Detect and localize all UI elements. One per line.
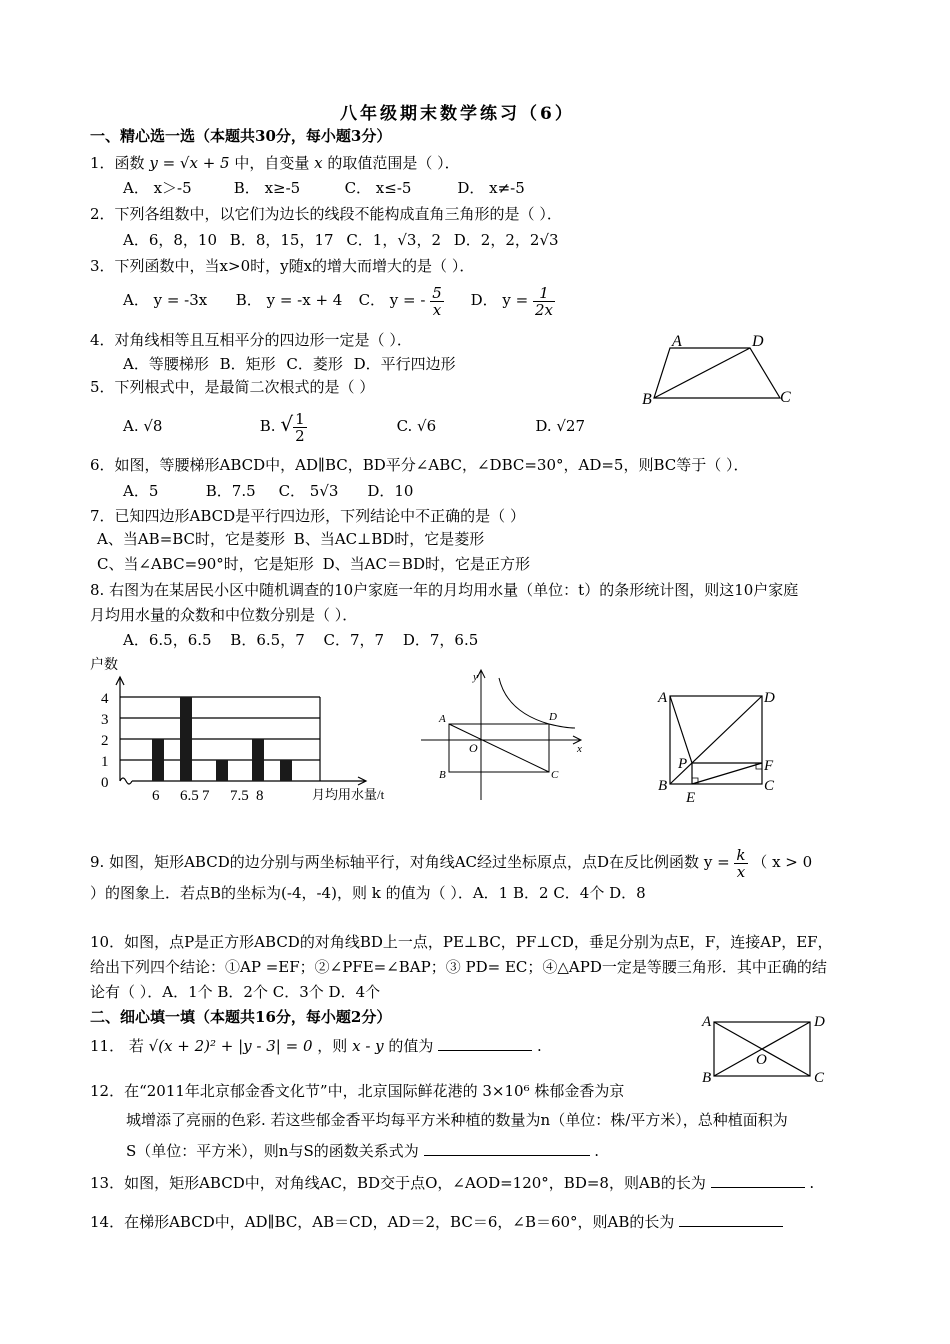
q5-option-a[interactable]: A. √8 xyxy=(123,417,163,435)
coord-label-d: D xyxy=(549,711,557,723)
q5-option-c[interactable]: C. √6 xyxy=(396,417,437,435)
q1-function: y = √x + 5 xyxy=(149,154,230,172)
q2-option-d[interactable]: D．2，2，2√3 xyxy=(453,231,559,249)
q1-stem-a: 1．函数 xyxy=(90,154,145,172)
q7-options-row-2[interactable]: C、当∠ABC=90°时，它是矩形 D、当AC＝BD时，它是正方形 xyxy=(97,555,530,573)
question-11 xyxy=(90,1036,542,1056)
q2-option-b[interactable]: B．8，15，17 xyxy=(229,231,334,249)
sq-label-e: E xyxy=(686,790,696,806)
q7-options-row-1[interactable]: A、当AB=BC时，它是菱形 B、当AC⊥BD时，它是菱形 xyxy=(97,530,485,548)
segment-ef xyxy=(692,763,762,784)
q1-option-a[interactable]: A． x＞-5 xyxy=(123,179,192,197)
chart-x-ticks xyxy=(152,788,264,804)
chart-xlabel: 月均用水量/t xyxy=(312,787,385,802)
q1-options xyxy=(123,178,525,198)
question-8-line-1: 8. 右图为在某居民小区中随机调查的10户家庭一年的月均用水量（单位：t）的条形统计图，则这10户家庭 xyxy=(90,581,799,599)
q12-stem-b: 株郁金香为京 xyxy=(534,1082,625,1100)
q9-stem: 9. 如图，矩形ABCD的边分别与两坐标轴平行，对角线AC经过坐标原点，点D在反比例函数 y = xyxy=(90,853,730,871)
sq-label-a: A xyxy=(658,690,668,706)
q6-option-b[interactable]: B．7.5 xyxy=(205,482,256,500)
coord-label-a: A xyxy=(439,713,446,725)
q5-options xyxy=(123,404,585,446)
q3-option-c-fraction xyxy=(430,285,444,318)
q3-c-den: x xyxy=(432,300,442,319)
x-tick-label: 7.5 xyxy=(230,788,249,804)
section-1-heading: 一、精心选一选（本题共30分，每小题3分） xyxy=(90,127,392,145)
x-tick-label: 7 xyxy=(202,788,210,804)
water-usage-bar-chart xyxy=(88,655,408,810)
question-4: 4．对角线相等且互相平分的四边形一定是（ ）． xyxy=(90,331,412,349)
rect-label-b: B xyxy=(702,1070,712,1086)
question-5: 5．下列根式中，是最简二次根式的是（ ） xyxy=(90,378,375,396)
q12-end: . xyxy=(594,1142,600,1160)
q6-options xyxy=(123,481,413,501)
question-7: 7．已知四边形ABCD是平行四边形，下列结论中不正确的是（ ） xyxy=(90,507,525,525)
y-tick-label: 4 xyxy=(101,691,109,707)
coord-label-b: B xyxy=(439,769,446,781)
question-14 xyxy=(90,1212,783,1232)
q13-answer-blank[interactable] xyxy=(711,1173,805,1188)
q6-option-a[interactable]: A．5 xyxy=(123,482,159,500)
q5-option-b[interactable] xyxy=(260,404,392,446)
q12-stem-c: S（单位：平方米），则n与S的函数关系式为 xyxy=(126,1142,419,1160)
q11-stem-b: ，则 xyxy=(317,1037,348,1055)
x-tick-label: 8 xyxy=(256,788,264,804)
q9-num: k xyxy=(736,845,746,864)
q3-option-a[interactable]: A． y = -3x xyxy=(123,291,208,309)
q14-stem: 14．在梯形ABCD中，AD∥BC，AB＝CD，AD＝2，BC＝6，∠B＝60°，则AB的长为 xyxy=(90,1213,675,1231)
sq-label-b: B xyxy=(658,778,668,794)
rect-label-d: D xyxy=(814,1014,825,1030)
q11-expression: √(x + 2)² + |y - 3| = 0 xyxy=(148,1037,313,1055)
y-tick-label: 1 xyxy=(101,754,109,770)
question-6: 6．如图，等腰梯形ABCD中，AD∥BC，BD平分∠ABC，∠DBC=30°，AD=5，则BC等于（ ）． xyxy=(90,456,749,474)
question-12-line-1 xyxy=(90,1081,624,1101)
q3-option-b[interactable]: B． y = -x + 4 xyxy=(235,291,343,309)
trapezoid-outline xyxy=(654,348,780,398)
q13-stem: 13．如图，矩形ABCD中，对角线AC，BD交于点O，∠AOD=120°，BD=8，则AB的长为 xyxy=(90,1174,706,1192)
sq-label-c: C xyxy=(764,778,775,794)
sq-label-d: D xyxy=(764,690,775,706)
question-1 xyxy=(90,153,460,173)
q1-stem-c: 的取值范围是（ ）． xyxy=(327,154,460,172)
rectangle-figure xyxy=(696,1010,836,1088)
q11-answer-blank[interactable] xyxy=(438,1036,532,1051)
q11-stem-d: 的值为 xyxy=(388,1037,434,1055)
q3-option-c-label: C． y = - xyxy=(358,291,426,309)
chart-y-ticks xyxy=(101,691,109,791)
trap-label-c: C xyxy=(780,389,791,406)
question-10-line-2: 给出下列四个结论：①AP =EF；②∠PFE=∠BAP；③ PD= EC；④△APD一定是等腰三角形．其中正确的结 xyxy=(90,958,827,976)
q12-stem-a: 12．在“2011年北京郁金香文化节”中，北京国际鲜花港的 xyxy=(90,1082,478,1100)
trapezoid-diagonal-bd xyxy=(654,348,750,398)
coord-label-c: C xyxy=(551,769,559,781)
q5-option-d[interactable]: D. √27 xyxy=(535,417,586,435)
q2-option-c[interactable]: C．1，√3，2 xyxy=(346,231,441,249)
question-8-line-2: 月均用水量的众数和中位数分别是（ ）． xyxy=(90,606,358,624)
question-9-line-1 xyxy=(90,845,812,880)
q5-option-b-label: B. xyxy=(259,417,276,435)
q14-answer-blank[interactable] xyxy=(679,1212,783,1227)
y-tick-label: 3 xyxy=(101,712,109,728)
q3-options xyxy=(123,283,555,318)
question-10-line-1: 10．如图，点P是正方形ABCD的对角线BD上一点，PE⊥BC，PF⊥CD，垂足分别为点E，F，连接AP，EF， xyxy=(90,933,833,951)
q3-d-den: 2x xyxy=(534,300,553,319)
x-tick-label: 6 xyxy=(152,788,160,804)
coordinate-figure xyxy=(415,660,595,805)
bar-6 xyxy=(152,739,164,781)
trap-label-a: A xyxy=(672,333,682,350)
section-2-heading: 二、细心填一填（本题共16分，每小题2分） xyxy=(90,1008,392,1026)
coord-label-x: x xyxy=(577,743,582,755)
rect-label-a: A xyxy=(702,1014,712,1030)
trap-label-b: B xyxy=(642,391,652,408)
q13-end: . xyxy=(809,1174,815,1192)
rect-label-o: O xyxy=(756,1052,767,1068)
sq-label-f: F xyxy=(764,758,774,774)
q12-number: 3×10⁶ xyxy=(482,1082,530,1100)
chart-gridlines xyxy=(120,697,320,760)
question-13 xyxy=(90,1173,814,1193)
q9-stem-b: （ x > 0 xyxy=(752,853,813,871)
q5-b-num: 1 xyxy=(295,409,305,428)
trapezoid-figure xyxy=(640,330,800,410)
q3-option-d-fraction xyxy=(533,285,555,318)
bar-7 xyxy=(216,760,228,781)
q6-option-c[interactable]: C． 5√3 xyxy=(278,482,339,500)
y-tick-label: 0 xyxy=(101,775,109,791)
question-2: 2．下列各组数中，以它们为边长的线段不能构成直角三角形的是（ ）． xyxy=(90,205,562,223)
q1-stem-b: 中，自变量 xyxy=(234,154,310,172)
q6-option-d[interactable]: D．10 xyxy=(367,482,414,500)
q1-option-b[interactable]: B． x≥-5 xyxy=(233,179,301,197)
hyperbola-curve xyxy=(499,678,575,728)
q1-variable: x xyxy=(314,154,323,172)
trap-label-d: D xyxy=(752,333,764,350)
rect-label-c: C xyxy=(814,1070,825,1086)
y-tick-label: 2 xyxy=(101,733,109,749)
q9-fraction xyxy=(734,847,747,880)
q3-c-num: 5 xyxy=(432,283,442,302)
q2-option-a[interactable]: A．6，8，10 xyxy=(123,231,218,249)
question-3: 3．下列函数中，当x>0时，y随x的增大而增大的是（ ）． xyxy=(90,257,475,275)
coord-label-y: y xyxy=(473,671,478,683)
q2-options xyxy=(123,230,559,250)
bar-7.5 xyxy=(252,739,264,781)
page-title: 八年级期末数学练习（6） xyxy=(340,104,575,124)
q5-b-den: 2 xyxy=(295,426,305,445)
q8-options[interactable]: A．6.5，6.5 B．6.5，7 C．7，7 D．7，6.5 xyxy=(123,631,479,649)
question-10-line-3: 论有（ ）．A．1个 B．2个 C．3个 D．4个 xyxy=(90,983,381,1001)
bar-6.5 xyxy=(180,697,192,781)
coord-label-o: O xyxy=(469,741,478,755)
q5-b-fraction xyxy=(293,411,307,444)
q3-option-d-label: D． y = xyxy=(470,291,529,309)
q11-target: x - y xyxy=(352,1037,384,1055)
q1-option-d[interactable]: D． x≠-5 xyxy=(457,179,525,197)
question-9-line-2: ）的图象上．若点B的坐标为(-4，-4)，则 k 的值为（ ）．A．1 B．2 C．4个 D．8 xyxy=(90,884,646,902)
sqrt-icon: √ xyxy=(280,412,294,436)
q3-option-d[interactable] xyxy=(470,283,555,319)
q12-answer-blank[interactable] xyxy=(424,1141,590,1156)
axis-break-icon xyxy=(120,778,132,784)
coord-diagonal-ac xyxy=(449,724,549,772)
x-tick-label: 6.5 xyxy=(180,788,199,804)
chart-ylabel: 户数 xyxy=(90,658,118,673)
question-12-line-3 xyxy=(126,1141,599,1161)
question-12-line-2: 城增添了亮丽的色彩. 若这些郁金香平均每平方米种植的数量为n（单位：株/平方米），总种植面积为 xyxy=(126,1111,788,1129)
q4-options[interactable]: A．等腰梯形 B．矩形 C．菱形 D．平行四边形 xyxy=(123,355,456,373)
q11-end: . xyxy=(537,1037,542,1055)
q9-den: x xyxy=(736,862,746,881)
bar-8 xyxy=(280,760,292,781)
q3-option-c[interactable] xyxy=(358,283,449,319)
q3-d-num: 1 xyxy=(533,285,555,302)
square-figure xyxy=(650,684,790,806)
sq-label-p: P xyxy=(678,756,688,772)
segment-ap xyxy=(670,696,692,763)
q11-stem-a: 11． 若 xyxy=(90,1037,144,1055)
q1-option-c[interactable]: C． x≤-5 xyxy=(344,179,412,197)
